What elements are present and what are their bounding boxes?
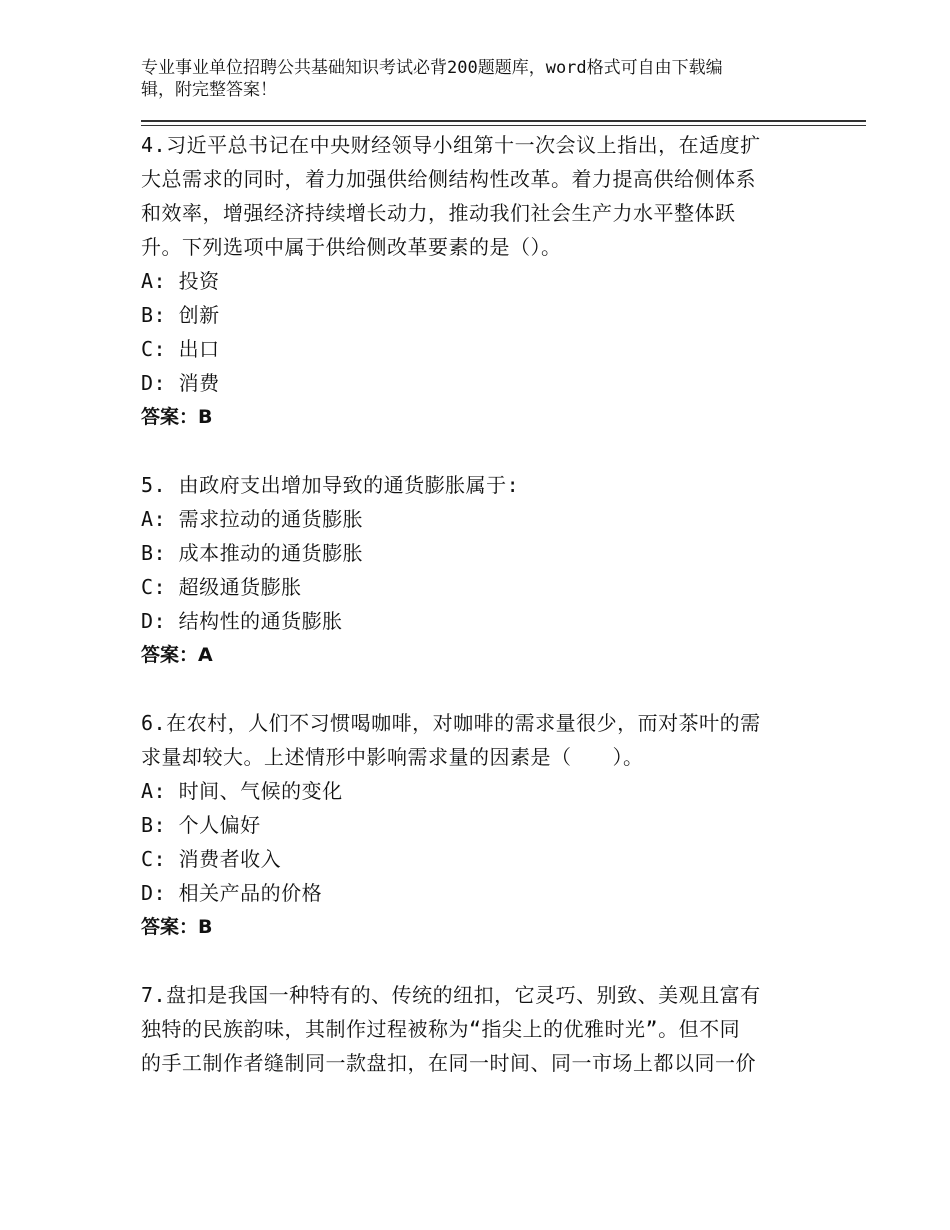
question-stem-line: 6.在农村，人们不习惯喝咖啡，对咖啡的需求量很少，而对茶叶的需: [141, 711, 761, 735]
option-a: A: 时间、气候的变化: [141, 779, 343, 803]
option-b: B: 创新: [141, 303, 220, 327]
question-stem-line: 5. 由政府支出增加导致的通货膨胀属于:: [141, 473, 520, 497]
question-spacer: [141, 944, 801, 978]
document-header: [141, 57, 791, 101]
header-line-2: 辑，附完整答案！: [141, 80, 277, 100]
question-stem-line: 的手工制作者缝制同一款盘扣，在同一时间、同一市场上都以同一价: [141, 1051, 756, 1075]
option-d: D: 相关产品的价格: [141, 881, 323, 905]
question-spacer: [141, 672, 801, 706]
option-b: B: 成本推动的通货膨胀: [141, 541, 364, 565]
option-c: C: 出口: [141, 337, 220, 361]
question-5: [141, 468, 801, 672]
question-stem-line: 求量却较大。上述情形中影响需求量的因素是（ ）。: [141, 745, 644, 769]
question-7: [141, 978, 801, 1080]
question-stem-line: 大总需求的同时，着力加强供给侧结构性改革。着力提高供给侧体系: [141, 167, 756, 191]
question-stem-line: 独特的民族韵味，其制作过程被称为“指尖上的优雅时光”。但不同: [141, 1017, 741, 1041]
option-d: D: 消费: [141, 371, 220, 395]
answer-label: 答案：B: [141, 406, 213, 428]
option-d: D: 结构性的通货膨胀: [141, 609, 343, 633]
header-divider-thin: [141, 125, 866, 126]
answer-label: 答案：A: [141, 644, 213, 666]
option-a: A: 需求拉动的通货膨胀: [141, 507, 364, 531]
option-b: B: 个人偏好: [141, 813, 261, 837]
question-stem-line: 升。下列选项中属于供给侧改革要素的是（）。: [141, 235, 562, 259]
option-c: C: 超级通货膨胀: [141, 575, 302, 599]
question-4: [141, 128, 801, 434]
question-list: [141, 128, 801, 1080]
header-divider-thick: [141, 120, 866, 122]
option-a: A: 投资: [141, 269, 220, 293]
question-stem-line: 和效率，增强经济持续增长动力，推动我们社会生产力水平整体跃: [141, 201, 736, 225]
question-spacer: [141, 434, 801, 468]
answer-label: 答案：B: [141, 916, 213, 938]
question-stem-line: 7.盘扣是我国一种特有的、传统的纽扣，它灵巧、别致、美观且富有: [141, 983, 761, 1007]
question-stem-line: 4.习近平总书记在中央财经领导小组第十一次会议上指出，在适度扩: [141, 133, 761, 157]
option-c: C: 消费者收入: [141, 847, 282, 871]
question-6: [141, 706, 801, 944]
header-line-1: 专业事业单位招聘公共基础知识考试必背200题题库，word格式可自由下载编: [141, 58, 723, 78]
